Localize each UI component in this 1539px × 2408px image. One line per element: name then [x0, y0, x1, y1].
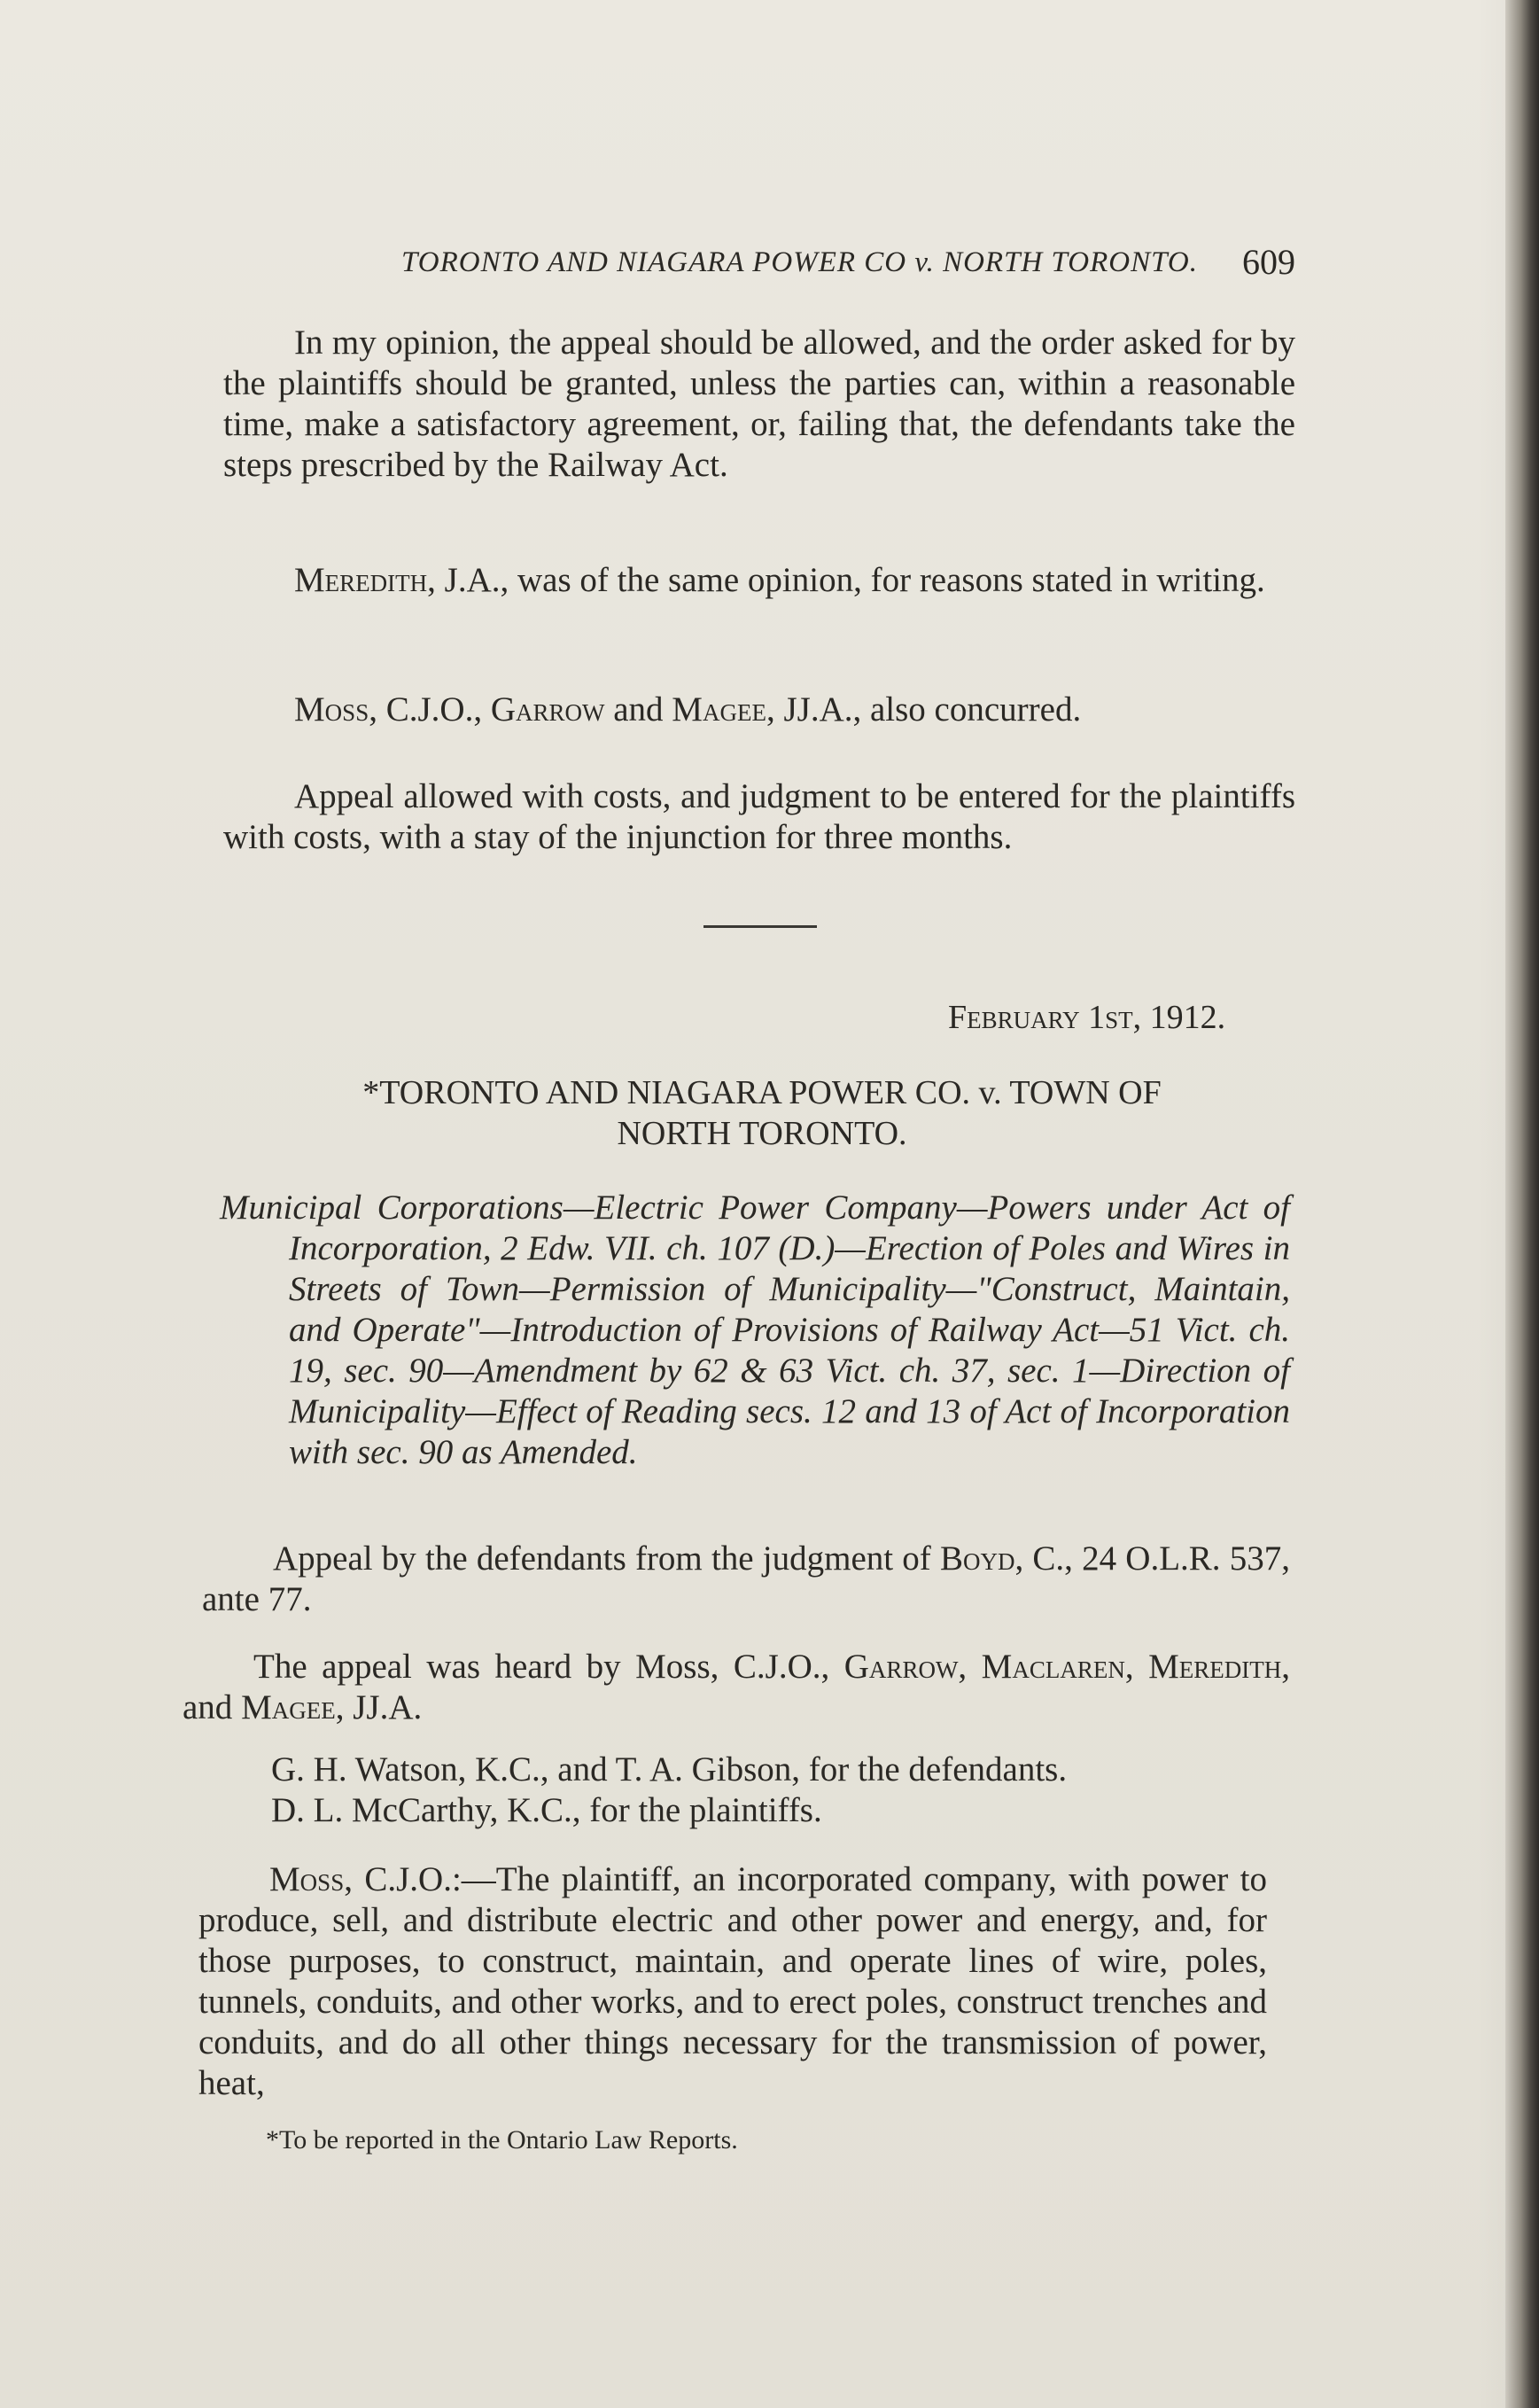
judge-name: Meredith, J.A.,: [294, 561, 509, 599]
paragraph-meredith: [223, 560, 1295, 601]
judge-name: Magee: [672, 690, 766, 729]
paragraph-appeal: [202, 1539, 1290, 1620]
paragraph-text: Appeal allowed with costs, and judgment to be entered for the plaintiffs with costs, with a stay of the injunction for three months.: [223, 777, 1295, 856]
running-header: TORONTO AND NIAGARA POWER CO v. NORTH TORONTO.: [401, 246, 1198, 278]
paragraph-concurred: [223, 690, 1295, 730]
counsel-plaintiffs: D. L. McCarthy, K.C., for the plaintiffs.: [271, 1791, 822, 1829]
case-title-line: NORTH TORONTO.: [617, 1115, 907, 1152]
paragraph-text: The appeal was heard by Moss, C.J.O.,: [253, 1648, 844, 1686]
paragraph-text: Appeal by the defendants from the judgment of: [273, 1539, 940, 1578]
case-title-line: *TORONTO AND NIAGARA POWER CO. v. TOWN OF: [362, 1074, 1162, 1111]
paragraph-text: , JJ.A.: [335, 1688, 423, 1726]
headnote-text: Municipal Corporations—Electric Power Company—Powers under Act of Incorporation, 2 Edw. VII. ch. 107 (D.)—Erection of Poles and Wires in Streets of Town—Permission of Municipality—"Construct, Maintain, and Operate"—Introduction of Provisions of Railway Act—51 Vict. ch. 19, sec. 90—Amendment by 62 & 63 Vict. ch. 37, sec. 1—Direction of Municipality—Effect of Reading secs. 12 and 13 of Act of Incorporation with sec. 90 as Amended.: [220, 1188, 1290, 1471]
case-title: [257, 1072, 1267, 1154]
connector-text: and: [183, 1688, 242, 1726]
judge-name: Moss, C.J.O.,: [294, 690, 491, 729]
section-divider: [703, 925, 817, 928]
judge-name: Boyd: [939, 1539, 1015, 1578]
footnote: *To be reported in the Ontario Law Reports.: [266, 2125, 738, 2155]
paragraph-hearing: [183, 1647, 1290, 1728]
judge-names: Garrow, Maclaren, Meredith,: [843, 1648, 1290, 1686]
judge-name: Magee: [241, 1688, 336, 1726]
paragraph-result: [223, 776, 1295, 858]
paragraph-text: , C., 24 O.L.R. 537, ante 77.: [202, 1539, 1290, 1618]
judge-name: Garrow: [490, 690, 605, 729]
page-number: 609: [1242, 242, 1295, 282]
book-spine-shadow: [1505, 0, 1539, 2408]
paragraph-text: In my opinion, the appeal should be allowed, and the order asked for by the plaintiffs should be granted, unless the parties can, within a reasonable time, make a satisfactory agreement, or, failing that, the defendants take the steps prescribed by the Railway Act.: [223, 323, 1295, 484]
judge-name: Moss, C.J.O.: [269, 1860, 452, 1898]
paragraph-text: was of the same opinion, for reasons stated in writing.: [509, 561, 1265, 599]
paragraph-opinion: [223, 323, 1295, 486]
connector-text: and: [604, 690, 672, 729]
paragraph-text: :—The plaintiff, an incorporated company, with power to produce, sell, and distribute electric and other power and energy, and, for those purposes, to construct, maintain, and operate lines of wire, poles, tunnels, conduits, and other works, and to erect poles, construct trenches and conduits, and do all other things necessary for the transmission of power, heat,: [198, 1860, 1267, 2102]
paragraph-judgment: [198, 1859, 1267, 2104]
counsel-list: [200, 1750, 1290, 1831]
counsel-defendants: G. H. Watson, K.C., and T. A. Gibson, for the defendants.: [271, 1750, 1068, 1788]
headnote: [220, 1188, 1290, 1473]
paragraph-text: , JJ.A., also concurred.: [766, 690, 1082, 729]
decision-date: February 1st, 1912.: [948, 999, 1226, 1036]
